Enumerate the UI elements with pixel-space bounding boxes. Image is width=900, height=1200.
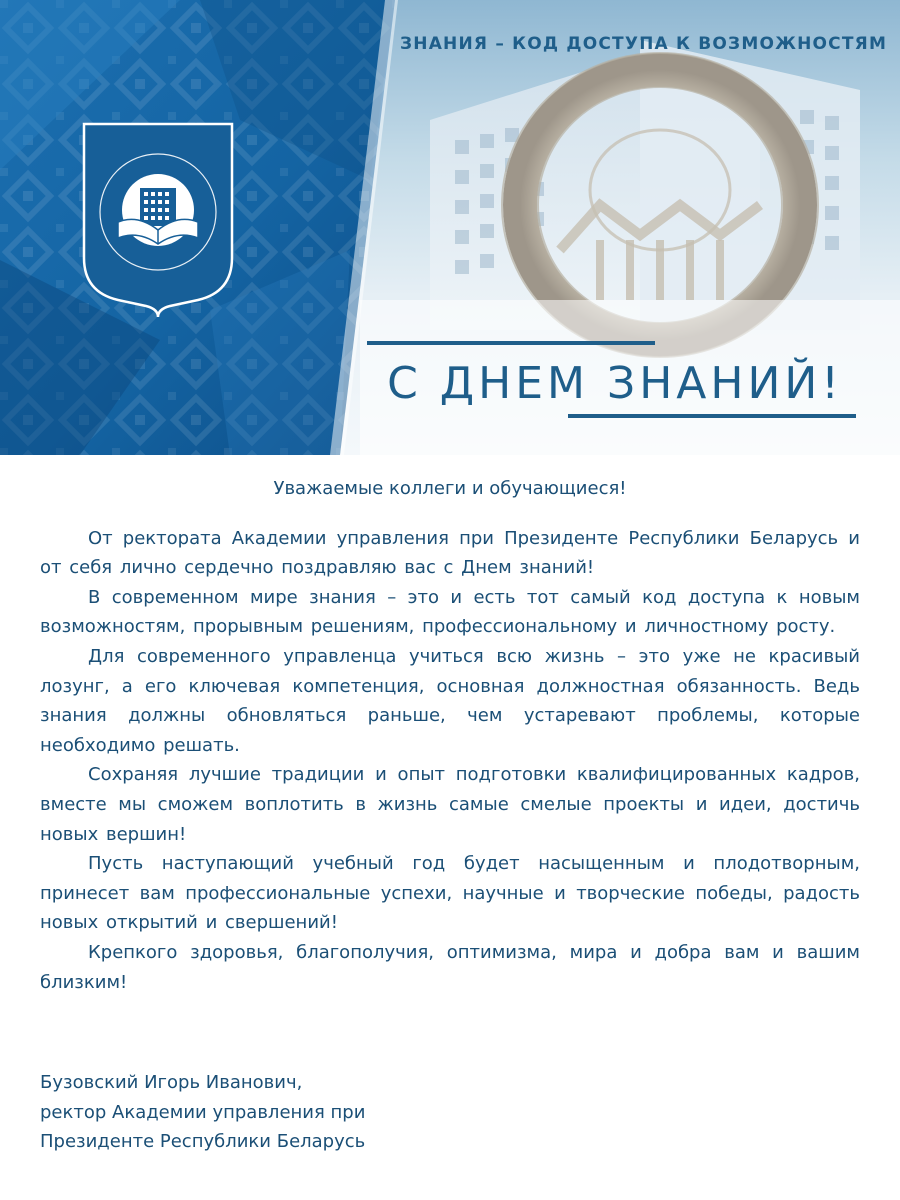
signatory-position: ректор Академии управления при	[40, 1101, 366, 1123]
header-banner	[0, 0, 900, 455]
letter-paragraph: От ректората Академии управления при Президенте Республики Беларусь и от себя лично сердечно поздравляю вас с Днем знаний!	[40, 527, 860, 579]
signatory-position: Президенте Республики Беларусь	[40, 1131, 366, 1153]
letter-body	[40, 474, 860, 997]
slogan-heading: ЗНАНИЯ – КОД ДОСТУПА К ВОЗМОЖНОСТЯМ	[400, 34, 888, 54]
title-rule-bottom	[568, 414, 856, 418]
letter-paragraph: Сохраняя лучшие традиции и опыт подготовки квалифицированных кадров, вместе мы сможем воплотить в жизнь самые смелые проекты и идеи, достичь новых вершин!	[40, 764, 860, 845]
salutation: Уважаемые коллеги и обучающиеся!	[273, 478, 627, 499]
letter-paragraph: Пусть наступающий учебный год будет насыщенным и плодотворным, принесет вам профессиональные успехи, научные и творческие победы, радость новых открытий и свершений!	[40, 853, 860, 934]
signature-block	[40, 1068, 640, 1157]
page-title: С ДНЕМ ЗНАНИЙ!	[387, 358, 843, 409]
academy-shield-emblem	[84, 124, 232, 317]
title-rule-top	[367, 341, 655, 345]
signatory-name: Бузовский Игорь Иванович,	[40, 1072, 303, 1093]
letter-paragraph: Для современного управленца учиться всю жизнь – это уже не красивый лозунг, а его ключевая компетенция, основная должностная обязанность. Ведь знания должны обновляться раньше, чем устаревают проблемы, которые необходимо решать.	[40, 645, 860, 756]
letter-paragraph: В современном мире знания – это и есть тот самый код доступа к новым возможностям, прорывным решениям, профессиональному и личностному росту.	[40, 586, 860, 638]
letter-paragraph: Крепкого здоровья, благополучия, оптимизма, мира и добра вам и вашим близким!	[40, 941, 860, 993]
